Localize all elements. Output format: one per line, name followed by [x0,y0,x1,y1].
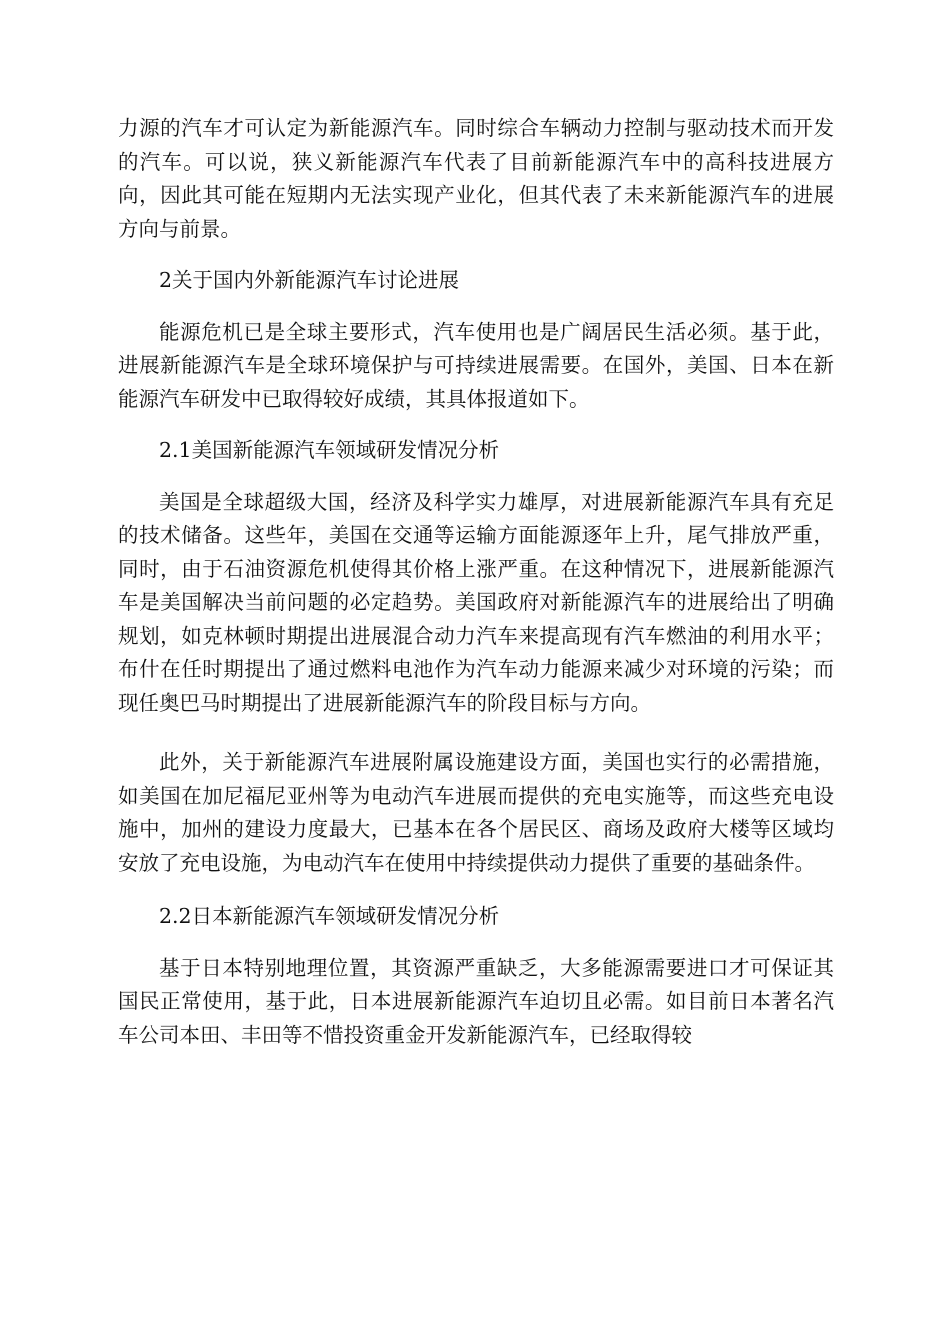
document-page [118,112,834,1052]
paragraph-japan-overview: 基于日本特别地理位置，其资源严重缺乏，大多能源需要进口才可保证其国民正常使用，基于此，日本进展新能源汽车迫切且必需。如目前日本著名汽车公司本田、丰田等不惜投资重金开发新能源汽车，已经取得较 [118,955,834,1047]
paragraph-continuation: 力源的汽车才可认定为新能源汽车。同时综合车辆动力控制与驱动技术而开发的汽车。可以说，狭义新能源汽车代表了目前新能源汽车中的高科技进展方向，因此其可能在短期内无法实现产业化，但其代表了未来新能源汽车的进展方向与前景。 [118,116,834,241]
paragraph-energy-crisis: 能源危机已是全球主要形式，汽车使用也是广阔居民生活必须。基于此，进展新能源汽车是全球环境保护与可持续进展需要。在国外，美国、日本在新能源汽车研发中已取得较好成绩，其具体报道如下。 [118,319,834,411]
section-heading-2: 2关于国内外新能源汽车讨论进展 [159,268,460,292]
paragraph-usa-facilities: 此外，关于新能源汽车进展附属设施建设方面，美国也实行的必需措施，如美国在加尼福尼亚州等为电动汽车进展而提供的充电实施等，而这些充电设施中，加州的建设力度最大，已基本在各个居民区、商场及政府大楼等区域均安放了充电设施，为电动汽车在使用中持续提供动力提供了重要的基础条件。 [118,750,834,875]
paragraph-usa-overview: 美国是全球超级大国，经济及科学实力雄厚，对进展新能源汽车具有充足的技术储备。这些年，美国在交通等运输方面能源逐年上升，尾气排放严重，同时，由于石油资源危机使得其价格上涨严重。在这种情况下，进展新能源汽车是美国解决当前问题的必定趋势。美国政府对新能源汽车的进展给出了明确规划，如克林顿时期提出进展混合动力汽车来提高现有汽车燃油的利用水平；布什在任时期提出了通过燃料电池作为汽车动力能源来减少对环境的污染；而现任奥巴马时期提出了进展新能源汽车的阶段目标与方向。 [118,489,834,715]
section-heading-2-1: 2.1美国新能源汽车领域研发情况分析 [159,438,500,462]
section-heading-2-2: 2.2日本新能源汽车领域研发情况分析 [159,904,500,928]
